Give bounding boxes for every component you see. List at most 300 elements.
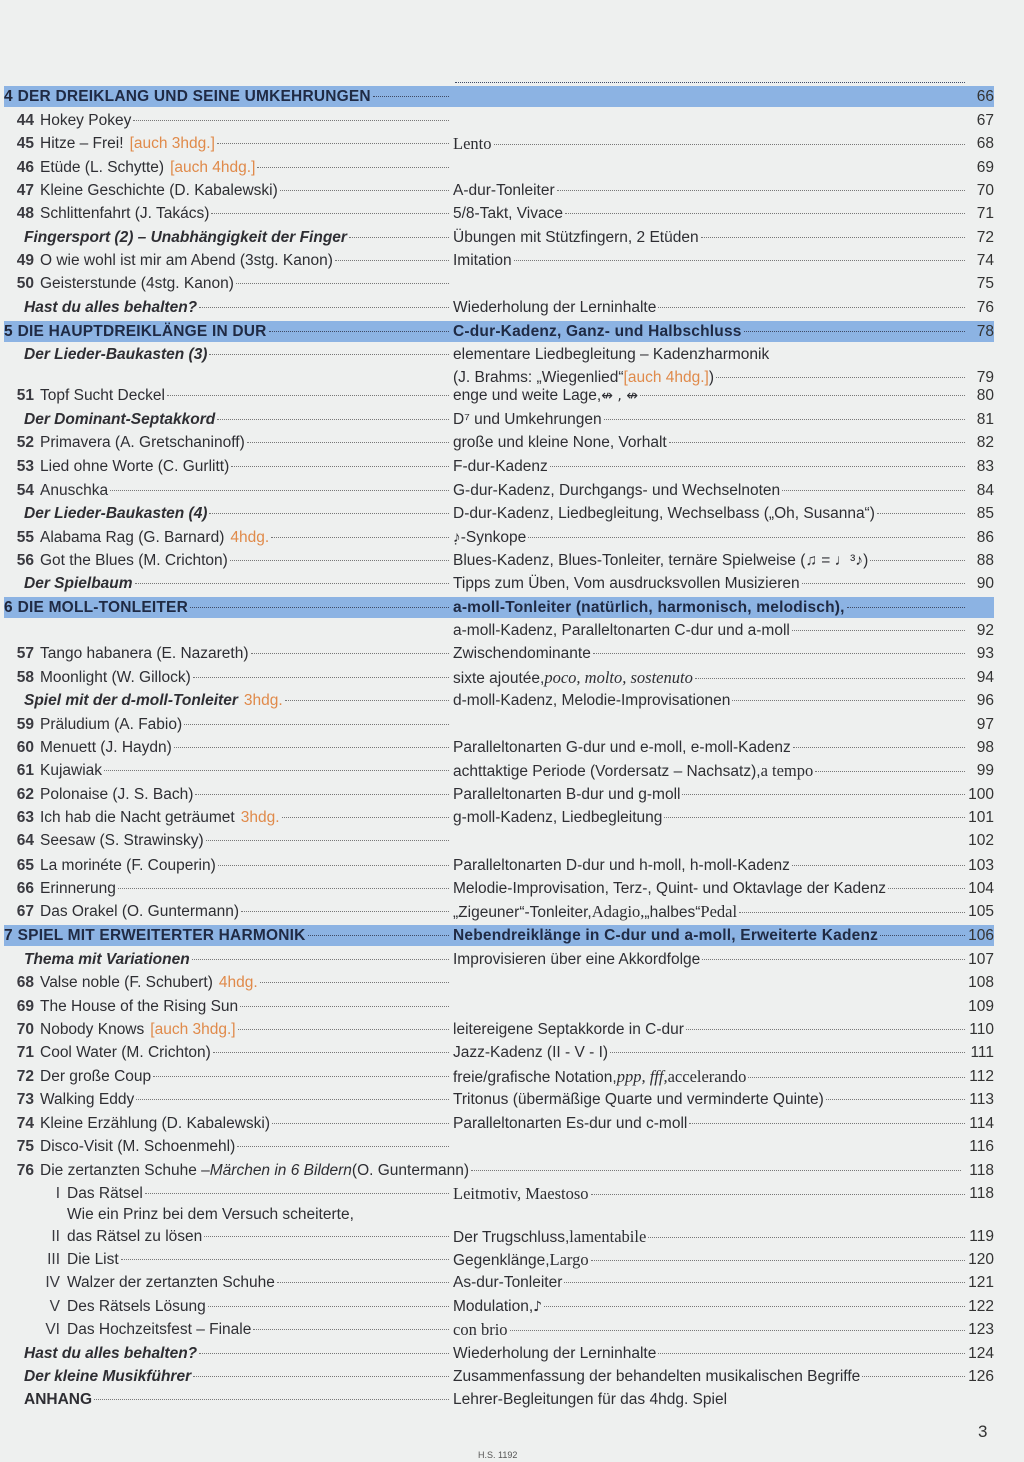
toc-entry [4,227,994,249]
page-ref-cell [964,157,994,179]
page-ref: 83 [976,458,994,475]
page-ref-cell [964,250,994,272]
dot-leader [237,1146,449,1147]
page-ref: 93 [976,645,994,662]
entry-topic: Lehrer-Begleitungen für das 4hdg. Spiel [453,1391,728,1408]
dot-leader [658,1353,965,1354]
page-ref-cell [964,133,994,155]
entry-title-cell [4,901,451,923]
entry-title: Polonaise (J. S. Bach) [40,786,194,803]
entry-title: Fingersport (2) – Unabhängigkeit der Finger [24,229,347,246]
page-ref: 81 [976,411,994,428]
entry-title: Kleine Geschichte (D. Kabalewski) [40,182,278,199]
page-ref-cell [964,737,994,759]
entry-topic: g-moll-Kadenz, Liedbegleitung [453,809,663,826]
dot-leader [282,817,449,818]
entry-title-cell [4,925,451,947]
toc-entry [4,878,994,900]
page-ref-cell [964,321,994,343]
toc-entry [4,1343,994,1365]
entry-topic: (J. Brahms: „Wiegenlied“ [453,369,624,386]
entry-number: 70 [16,1021,34,1038]
entry-topic: Zwischendominante [453,645,591,662]
dot-leader [862,1376,965,1377]
entry-title-cell [4,550,451,572]
dot-leader [213,1052,449,1053]
entry-topic-italic: ppp, fff, [616,1067,668,1086]
entry-topic-serif: a tempo [760,761,814,780]
dot-leader [782,490,965,491]
entry-topic-cell [453,737,967,759]
page-ref-cell [964,714,994,736]
entry-title: Das Hochzeitsfest – Finale [67,1321,252,1338]
toc-entry [4,667,994,689]
entry-title-cell [4,250,451,272]
toc-entry [4,1249,994,1271]
entry-number: 63 [16,809,34,826]
entry-topic: Wiederholung der Lerninhalte [453,299,657,316]
page-ref: 76 [976,299,994,316]
entry-topic-cell [453,527,967,549]
entry-number: 51 [16,387,34,404]
dot-leader [260,982,449,983]
entry-title-cell [4,432,451,454]
entry-title: Lied ohne Worte (C. Gurlitt) [40,458,230,475]
entry-title-cell [4,1042,451,1064]
toc-entry [4,1319,994,1341]
dot-leader [277,1282,449,1283]
dot-leader [193,677,449,678]
dot-leader [877,513,965,514]
entry-title-cell [4,133,451,155]
entry-topic: ♪̣-Synkope [453,529,527,546]
entry-number: 69 [16,998,34,1015]
toc-entry [4,110,994,132]
dot-leader [564,1282,965,1283]
page-ref-cell [964,1183,994,1205]
entry-topic-serif: Adagio, [591,902,645,921]
entry-topic-cell [453,690,967,712]
entry-number: 58 [16,669,34,686]
entry-number: 48 [16,205,34,222]
dot-leader [251,653,449,654]
chapter-number: 5 [4,323,13,340]
entry-title: SPIEL MIT ERWEITERTER HARMONIK [17,927,306,944]
page-ref-cell [964,480,994,502]
toc-entry [4,1066,994,1088]
entry-title-cell [4,203,451,225]
dot-leader [514,260,965,261]
entry-title-italic: Märchen in 6 Bildern [209,1162,352,1179]
dot-leader [218,865,449,866]
entry-title-cell [4,878,451,900]
entry-title-cell [4,737,451,759]
entry-title: Spiel mit der d-moll-Tonleiter [24,692,238,709]
page-ref-cell [964,1136,994,1158]
page-ref: 112 [969,1068,994,1085]
dot-leader [94,1399,449,1400]
page-ref-cell [964,1366,994,1388]
page-ref: 84 [976,482,994,499]
entry-title-cell [4,1366,451,1388]
entry-number: 60 [16,739,34,756]
page-ref: 106 [968,927,994,944]
entry-title: Kleine Erzählung (D. Kabalewski) [40,1115,271,1132]
dot-leader [121,1259,449,1260]
page-ref-cell [964,432,994,454]
entry-topic-cell [453,1042,967,1064]
entry-title-cell [4,643,451,665]
entry-title: ANHANG [24,1391,93,1408]
page-ref-cell [964,203,994,225]
entry-title: Nobody Knows [40,1021,145,1038]
page-ref: 126 [968,1368,994,1385]
dot-leader [236,283,449,284]
page-ref: 111 [970,1044,994,1061]
entry-title: Hast du alles behalten? [24,1345,198,1362]
page-ref: 98 [976,739,994,756]
toc-entry [4,344,994,366]
toc-entry [4,1272,994,1294]
page-ref-cell [964,667,994,689]
page-ref-cell [964,901,994,923]
entry-title: Erinnerung [40,880,116,897]
page-ref: 124 [968,1345,994,1362]
toc-entry [4,620,994,642]
entry-topic-cell [453,456,967,478]
page-ref: 122 [968,1298,994,1315]
dot-leader [792,865,965,866]
entry-title: Der Lieder-Baukasten (4) [24,505,208,522]
entry-topic: Gegenklänge, [453,1252,550,1269]
toc-entry [4,855,994,877]
page-ref-cell [964,878,994,900]
entry-topic-cell [453,550,967,572]
toc-entry [4,297,994,319]
entry-topic: Blues-Kadenz, Blues-Tonleiter, ternäre Spielweise (♫ = ♩³♪) [453,552,869,569]
page-ref: 94 [976,669,994,686]
page-ref: 75 [976,275,994,292]
page-ref-cell [964,227,994,249]
entry-number: 59 [16,716,34,733]
entry-topic: Übungen mit Stützfingern, 2 Etüden [453,229,699,246]
entry-topic-cell [453,297,967,319]
dot-leader [135,583,449,584]
page-ref: 118 [969,1162,994,1179]
entry-number: 47 [16,182,34,199]
page-ref-cell [964,456,994,478]
page-ref-cell [964,784,994,806]
entry-title: Die zertanzten Schuhe – [40,1162,210,1179]
toc-entry [4,480,994,502]
page-ref-cell [964,1160,994,1182]
ensemble-hint: 3hdg. [243,692,283,709]
page-ref: 114 [969,1115,994,1132]
chapter-number: 7 [4,927,13,944]
entry-title-cell [4,1113,451,1135]
entry-topic: Der Trugschluss, [453,1229,570,1246]
entry-title: La morinéte (F. Couperin) [40,857,216,874]
dot-leader [349,237,449,238]
entry-title: DIE MOLL-TONLEITER [17,599,188,616]
dot-leader [880,935,965,936]
entry-topic: G-dur-Kadenz, Durchgangs- und Wechselnoten [453,482,781,499]
entry-topic-suffix: ) [708,369,715,386]
entry-number: 53 [16,458,34,475]
page-ref: 72 [976,229,994,246]
entry-topic-cell [453,409,967,431]
toc-entry [4,157,994,179]
dot-leader [658,307,965,308]
page-ref-cell [964,1319,994,1341]
entry-topic: Tipps zum Üben, Vom ausdrucksvollen Musizieren [453,575,800,592]
dot-leader [199,307,449,308]
entry-title-cell [4,949,451,971]
music-symbol: ♪ [533,1299,543,1315]
entry-title-cell [4,480,451,502]
entry-title: Got the Blues (M. Crichton) [40,552,228,569]
page-ref-cell [964,1089,994,1111]
entry-topic-cell [453,1296,967,1318]
entry-title: Präludium (A. Fabio) [40,716,183,733]
page-ref-cell [964,1296,994,1318]
entry-title-cell [4,385,451,407]
toc-entry [4,901,994,923]
entry-topic: Lento [453,134,492,153]
page-ref: 80 [976,387,994,404]
entry-title: O wie wohl ist mir am Abend (3stg. Kanon) [40,252,333,269]
entry-number: 64 [16,832,34,849]
entry-title: Hokey Pokey [40,112,132,129]
page-ref: 85 [976,505,994,522]
toc-entry [4,203,994,225]
part-number: I [55,1185,60,1202]
page-ref-cell [964,1343,994,1365]
entry-number: 57 [16,645,34,662]
page-ref: 92 [976,622,994,639]
entry-title: Der große Coup [40,1068,152,1085]
toc-entry [4,409,994,431]
entry-title-cell [4,1249,451,1271]
entry-topic-cell [453,344,967,366]
entry-topic: Paralleltonarten G-dur und e-moll, e-moll-Kadenz [453,739,791,756]
toc-entry [4,1206,994,1248]
page-ref-cell [964,503,994,525]
entry-title-cell [4,714,451,736]
entry-topic-cell [453,203,967,225]
dot-leader [174,747,449,748]
page-ref-cell [964,273,994,295]
page-ref-cell [964,949,994,971]
entry-topic-cell [453,620,967,642]
entry-topic-cell [453,925,967,947]
entry-title-cell [4,830,451,852]
dot-leader [118,888,449,889]
entry-topic-serif: lamentabile [569,1227,647,1246]
entry-topic: freie/grafische Notation, [453,1069,617,1086]
entry-number: 66 [16,880,34,897]
dot-leader [104,770,449,771]
entry-topic: As-dur-Tonleiter [453,1274,563,1291]
page-ref: 79 [976,369,994,386]
toc-entry [4,760,994,782]
entry-title: Etüde (L. Schytte) [40,159,165,176]
entry-number: 46 [16,159,34,176]
dot-leader [217,419,449,420]
chapter-row [4,86,994,107]
page-ref-cell [964,297,994,319]
page-ref-cell [964,180,994,202]
page-ref-cell [964,972,994,994]
page-ref-cell [964,1272,994,1294]
dot-leader [206,840,449,841]
page-ref-cell [964,1113,994,1135]
page-ref: 102 [968,832,994,849]
page-ref-cell [964,807,994,829]
entry-title-cell [4,273,451,295]
page-ref-cell [964,110,994,132]
dot-leader [209,513,449,514]
toc-entry [4,550,994,572]
entry-topic-cell [453,760,967,782]
entry-title-cell [4,597,451,619]
page-ref: 113 [969,1091,994,1108]
entry-topic-cell [453,432,967,454]
dot-leader [335,260,449,261]
dot-leader [136,1099,449,1100]
entry-title: Anuschka [40,482,109,499]
page-ref-cell [964,385,994,407]
dot-leader [190,607,449,608]
entry-title-cell [4,1272,451,1294]
entry-topic-cell [453,1366,967,1388]
page-ref: 82 [976,434,994,451]
entry-title: Walzer der zertanzten Schuhe [67,1274,275,1291]
entry-topic: 5/8-Takt, Vivace [453,205,563,222]
entry-title: DIE HAUPTDREIKLÄNGE IN DUR [17,323,267,340]
toc-entry [4,643,994,665]
dot-leader [280,190,449,191]
page-ref-cell [964,573,994,595]
page-ref-cell [964,620,994,642]
toc-entry [4,1296,994,1318]
toc-entry [4,1042,994,1064]
entry-number: 56 [16,552,34,569]
dot-leader [153,1076,449,1077]
dot-leader [732,700,965,701]
entry-title-cell [4,297,451,319]
page-ref: 67 [976,112,994,129]
dot-leader [664,817,965,818]
entry-number: 49 [16,252,34,269]
music-symbol: ↮ , ↮ [601,388,639,404]
toc-entry [4,1113,994,1135]
dot-leader [826,1099,965,1100]
page-ref: 96 [976,692,994,709]
entry-topic: a-moll-Kadenz, Paralleltonarten C-dur und a-moll [453,622,790,639]
entry-topic-cell [453,784,967,806]
chapter-number: 4 [4,88,13,105]
dot-leader [167,395,449,396]
entry-title-cell [4,1319,451,1341]
entry-title-cell [4,855,451,877]
toc-entry [4,385,994,407]
entry-topic-cell [453,1183,967,1205]
entry-number: 50 [16,275,34,292]
page-ref: 116 [969,1138,994,1155]
toc-entry [4,949,994,971]
toc-entry [4,972,994,994]
dot-leader [253,1329,449,1330]
page-ref: 71 [976,205,994,222]
dot-leader [471,1170,961,1171]
dot-leader [739,912,965,913]
entry-topic-cell [453,597,967,619]
entry-topic-cell [453,503,967,525]
entry-topic: Paralleltonarten B-dur und g-moll [453,786,681,803]
entry-title-cell [4,807,451,829]
entry-title-cell [4,1066,451,1088]
dot-leader [640,395,965,396]
entry-topic: „Zigeuner“-Tonleiter, [453,904,592,921]
entry-number: 55 [16,529,34,546]
entry-title-cell [4,1160,963,1182]
entry-topic-cell [453,1249,967,1271]
entry-topic-cell [453,807,967,829]
entry-title-cell [4,1089,451,1111]
entry-number: 76 [16,1162,34,1179]
entry-topic-cell [453,180,967,202]
entry-title-cell [4,996,451,1018]
entry-topic-italic: poco, molto, sostenuto [544,668,693,687]
toc-entry [4,273,994,295]
toc-entry [4,996,994,1018]
toc-entry [4,527,994,549]
toc-entry [4,1389,994,1411]
entry-number: 52 [16,434,34,451]
toc-entry [4,714,994,736]
entry-topic-cell [453,878,967,900]
dot-leader [802,583,965,584]
ensemble-hint: [auch 4hdg.] [170,159,256,176]
page-ref: 103 [968,857,994,874]
page-ref-cell [964,1066,994,1088]
entry-number: 73 [16,1091,34,1108]
entry-title: Walking Eddy [40,1091,135,1108]
dot-leader [604,419,965,420]
entry-title-cell [4,690,451,712]
dot-leader [240,1006,449,1007]
entry-topic-cell [453,1066,967,1088]
page-ref-cell [964,855,994,877]
page-ref: 70 [976,182,994,199]
entry-topic: F-dur-Kadenz [453,458,548,475]
entry-topic-cell [453,1343,967,1365]
entry-topic: Nebendreiklänge in C-dur und a-moll, Erweiterte Kadenz [453,927,879,944]
entry-title: Topf Sucht Deckel [40,387,165,404]
entry-topic: große und kleine None, Vorhalt [453,434,667,451]
toc-entry [4,1089,994,1111]
entry-title: Hast du alles behalten? [24,299,198,316]
entry-topic-cell [453,667,967,689]
dot-leader [695,678,965,679]
dot-leader [510,1330,965,1331]
ensemble-hint: 3hdg. [240,809,280,826]
dot-leader [544,1306,965,1307]
entry-topic: Modulation, [453,1298,534,1315]
entry-topic-cell [453,1389,967,1411]
dot-leader [565,213,965,214]
